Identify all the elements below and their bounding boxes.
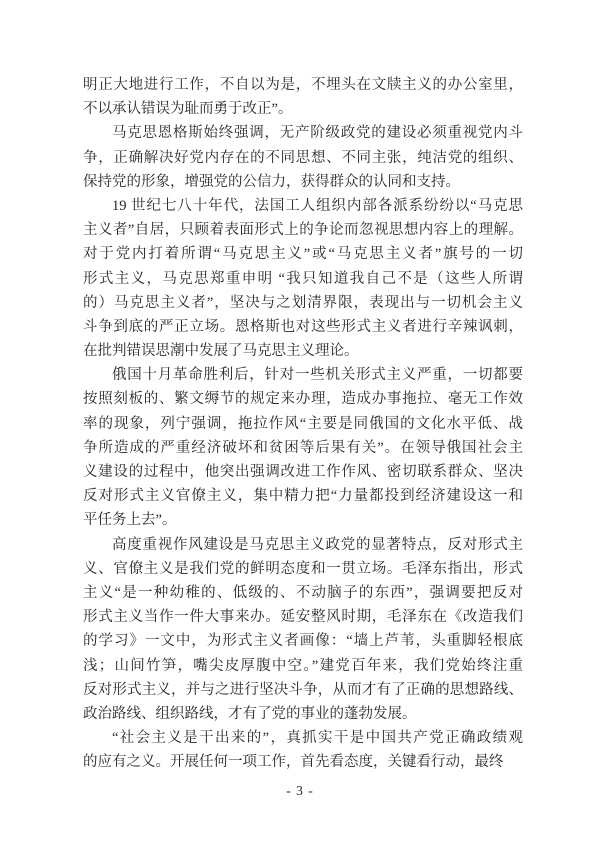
text-line: 按照刻板的、繁文缛节的规定来办理，造成办事拖拉、毫无工作效	[83, 391, 523, 408]
text-line: “社会主义是干出来的”，真抓实干是中国共产党正确政绩观	[112, 730, 523, 747]
text-line: 对于党内打着所谓“马克思主义”或“马克思主义者”旗号的一切	[83, 246, 523, 263]
text-line: 平任务上去”。	[83, 512, 177, 529]
text-line: 反对形式主义官僚主义，集中精力把“力量都投到经济建设这一和	[83, 488, 523, 505]
text-line: 形式主义，马克思郑重申明 “我只知道我自己不是（这些人所谓	[83, 270, 523, 287]
text-line: 的应有之义。开展任何一项工作，首先看态度，关键看行动，最终	[83, 754, 504, 771]
text-line: 在批判错误思潮中发展了马克思主义理论。	[83, 343, 359, 360]
text-line: 不以承认错误为耻而勇于改正”。	[83, 101, 293, 118]
text-line: 俄国十月革命胜利后，针对一些机关形式主义严重，一切都要	[112, 367, 523, 384]
text-line: 主义“是一种幼稚的、低级的、不动脑子的东西”，强调要把反对	[83, 584, 523, 601]
text-line: 19 世纪七八十年代，法国工人组织内部各派系纷纷以“马克思	[112, 197, 523, 214]
text-line: 义建设的过程中，他突出强调改进工作作风、密切联系群众、坚决	[83, 464, 523, 480]
text-line: 斗争到底的严正立场。恩格斯也对这些形式主义者进行辛辣讽刺，	[83, 318, 523, 335]
text-line: 明正大地进行工作，不自以为是，不埋头在文牍主义的办公室里，	[83, 77, 523, 93]
text-line: 争所造成的严重经济破坏和贫困等后果有关”。在领导俄国社会主	[83, 439, 523, 456]
text-line: 争，正确解决好党内存在的不同思想、不同主张，纯洁党的组织、	[83, 149, 523, 166]
text-line: 反对形式主义，并与之进行坚决斗争，从而才有了正确的思想路线、	[83, 681, 523, 698]
text-line: 率的现象，列宁强调，拖拉作风“主要是同俄国的文化水平低、战	[83, 415, 523, 432]
text-line: 马克思恩格斯始终强调，无产阶级政党的建设必须重视党内斗	[112, 125, 523, 142]
text-line: 的学习》一文中，为形式主义者画像：“墙上芦苇，头重脚轻根底	[83, 633, 523, 650]
document-body	[83, 73, 523, 774]
text-line: 浅；山间竹笋，嘴尖皮厚腹中空。”建党百年来，我们党始终注重	[83, 657, 523, 674]
text-line: 保持党的形象，增强党的公信力，获得群众的认同和支持。	[83, 173, 460, 190]
text-line: 主义者”自居，只顾着表面形式上的争论而忽视思想内容上的理解。	[83, 222, 523, 239]
text-line: 形式主义当作一件大事来办。延安整风时期，毛泽东在《改造我们	[83, 609, 523, 626]
page-number: - 3 -	[286, 783, 314, 798]
text-line: 政治路线、组织路线，才有了党的事业的蓬勃发展。	[83, 705, 417, 722]
text-line: 的）马克思主义者”，坚决与之划清界限，表现出与一切机会主义	[83, 294, 523, 311]
text-line: 高度重视作风建设是马克思主义政党的显著特点，反对形式主	[112, 536, 523, 553]
text-line: 义、官僚主义是我们党的鲜明态度和一贯立场。毛泽东指出，形式	[83, 560, 523, 577]
